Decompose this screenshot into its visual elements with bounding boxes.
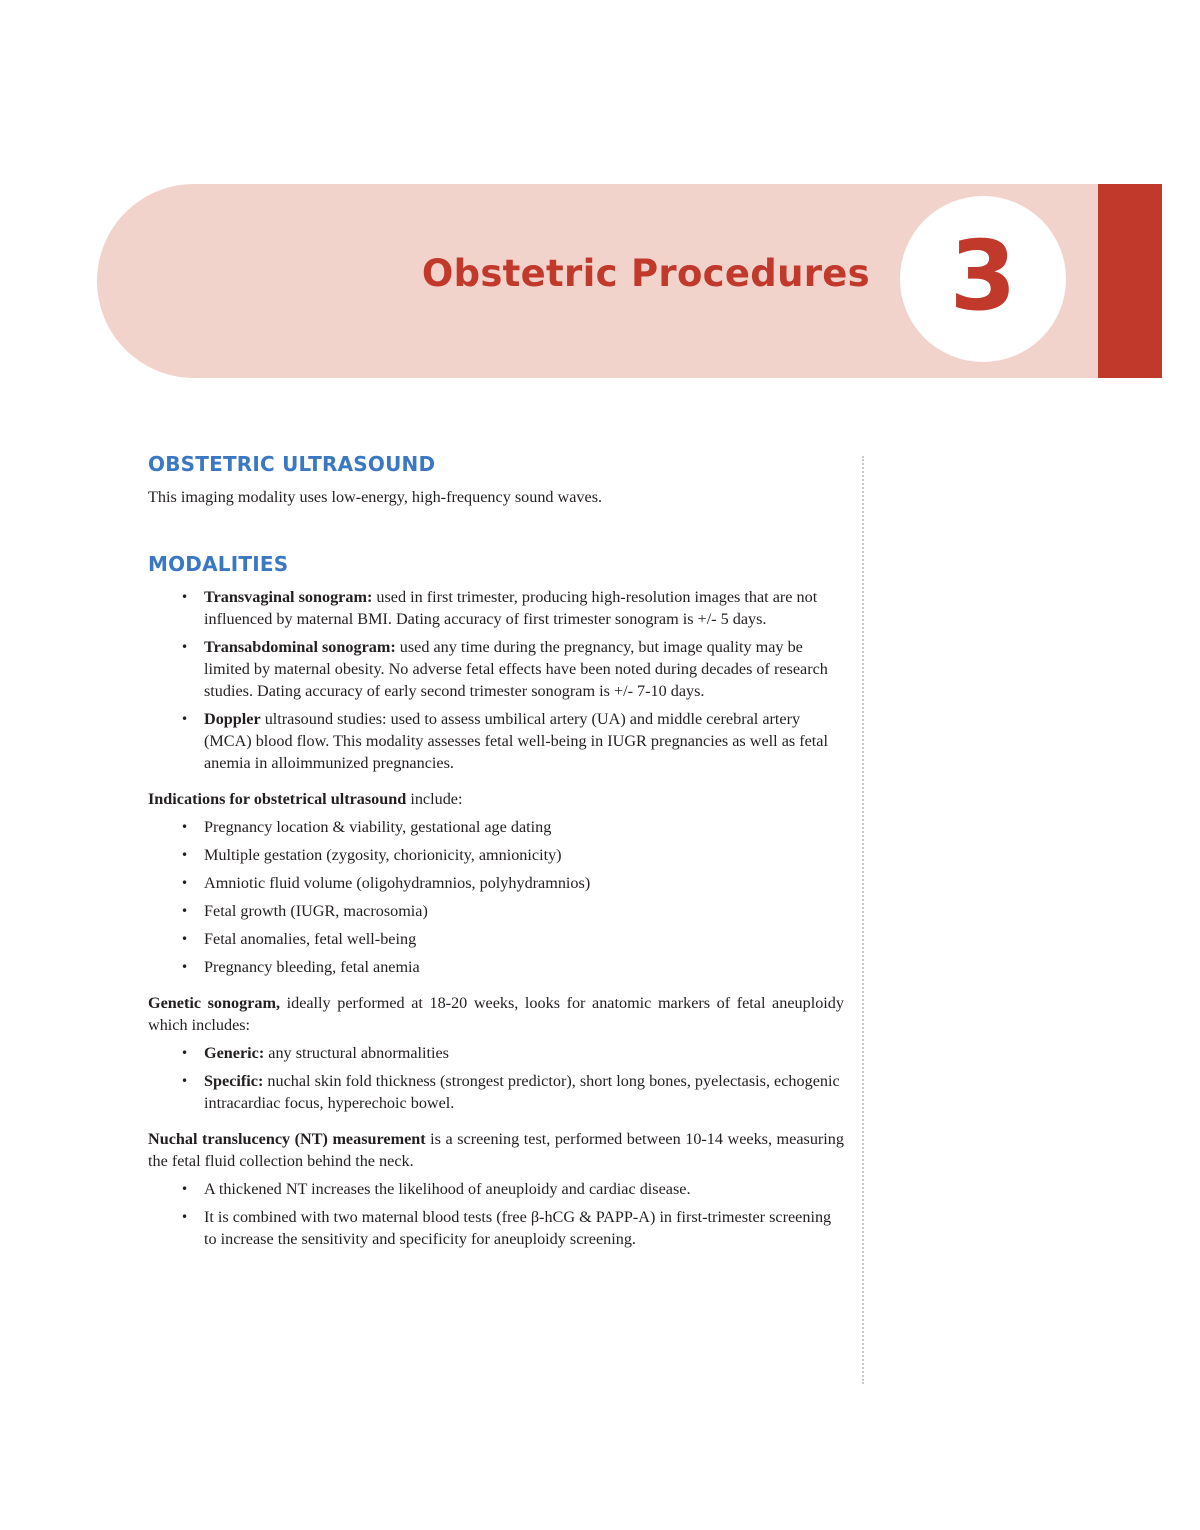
item-text: Multiple gestation (zygosity, chorionicity, amnionicity) xyxy=(204,846,562,864)
item-text: It is combined with two maternal blood tests (free β-hCG & PAPP-A) in first-trimester screening to increase the sensitivity and specificity for aneuploidy screening. xyxy=(204,1208,832,1248)
list-item xyxy=(148,708,844,774)
bullet-icon: • xyxy=(181,904,189,918)
modalities-section xyxy=(148,552,844,1250)
item-text: Amniotic fluid volume (oligohydramnios, polyhydramnios) xyxy=(204,874,591,892)
chapter-title: Obstetric Procedures xyxy=(421,252,870,295)
obstetric-ultrasound-section xyxy=(148,452,844,508)
item-text: Fetal growth (IUGR, macrosomia) xyxy=(204,902,428,920)
bullet-icon: • xyxy=(181,876,189,890)
chapter-tab xyxy=(1098,184,1162,378)
nuchal-list xyxy=(148,1178,844,1250)
bullet-icon: • xyxy=(181,1210,189,1224)
bullet-icon: • xyxy=(181,1182,189,1196)
list-item xyxy=(148,1042,844,1064)
lead-text: is a screening test, performed between 10-14 weeks, measuring the fetal fluid collection behind the neck. xyxy=(148,1130,844,1170)
item-term: Specific: xyxy=(204,1072,264,1090)
item-term: Generic: xyxy=(204,1044,265,1062)
lead-text: include: xyxy=(410,790,463,808)
lead-term: Indications for obstetrical ultrasound xyxy=(148,790,411,808)
list-item xyxy=(148,586,844,630)
list-item xyxy=(148,1178,844,1200)
bullet-icon: • xyxy=(181,932,189,946)
lead-term: Nuchal translucency (NT) measurement xyxy=(148,1130,426,1148)
list-item xyxy=(148,1206,844,1250)
nuchal-lead xyxy=(148,1128,844,1172)
chapter-number-badge xyxy=(900,196,1066,362)
margin-divider xyxy=(862,456,864,1384)
bullet-icon: • xyxy=(181,848,189,862)
modalities-list xyxy=(148,586,844,774)
list-item xyxy=(148,636,844,702)
list-item xyxy=(148,928,844,950)
section-heading: MODALITIES xyxy=(148,552,289,576)
item-term: Doppler xyxy=(204,710,261,728)
bullet-icon: • xyxy=(181,1046,189,1060)
section-heading: OBSTETRIC ULTRASOUND xyxy=(148,452,436,476)
bullet-icon: • xyxy=(181,590,189,604)
bullet-icon: • xyxy=(181,640,189,654)
item-text: Pregnancy location & viability, gestational age dating xyxy=(204,818,552,836)
item-text: ultrasound studies: used to assess umbilical artery (UA) and middle cerebral artery (MCA) blood flow. This modality assesses fetal well-being in IUGR pregnancies as well as fetal anemia in alloimmunized pregnancies. xyxy=(204,710,828,772)
list-item xyxy=(148,844,844,866)
indications-list xyxy=(148,816,844,978)
bullet-icon: • xyxy=(181,960,189,974)
bullet-icon: • xyxy=(181,820,189,834)
lead-term: Genetic sonogram, xyxy=(148,994,281,1012)
list-item xyxy=(148,872,844,894)
list-item xyxy=(148,816,844,838)
item-text: used any time during the pregnancy, but image quality may be limited by maternal obesity. No adverse fetal effects have been noted during decades of research studies. Dating accuracy of early second trimester sonogram is +/- 7-10 days. xyxy=(204,638,828,700)
item-text: nuchal skin fold thickness (strongest predictor), short long bones, pyelectasis, echogenic intracardiac focus, hyperechoic bowel. xyxy=(204,1072,840,1112)
genetic-lead xyxy=(148,992,844,1036)
chapter-number: 3 xyxy=(949,220,1017,332)
list-item xyxy=(148,900,844,922)
section-intro: This imaging modality uses low-energy, high-frequency sound waves. xyxy=(148,488,603,506)
indications-lead xyxy=(148,788,844,810)
item-text: Pregnancy bleeding, fetal anemia xyxy=(204,958,420,976)
item-text: Fetal anomalies, fetal well-being xyxy=(204,930,417,948)
list-item xyxy=(148,956,844,978)
bullet-icon: • xyxy=(181,1074,189,1088)
page-content xyxy=(148,452,844,1256)
lead-text: ideally performed at 18-20 weeks, looks for anatomic markers of fetal aneuploidy which includes: xyxy=(148,994,844,1034)
bullet-icon: • xyxy=(181,712,189,726)
item-text: A thickened NT increases the likelihood of aneuploidy and cardiac disease. xyxy=(204,1180,691,1198)
item-text: used in first trimester, producing high-resolution images that are not influenced by maternal BMI. Dating accuracy of first trimester sonogram is +/- 5 days. xyxy=(204,588,818,628)
item-term: Transabdominal sonogram: xyxy=(204,638,396,656)
list-item xyxy=(148,1070,844,1114)
item-term: Transvaginal sonogram: xyxy=(204,588,373,606)
genetic-list xyxy=(148,1042,844,1114)
item-text: any structural abnormalities xyxy=(264,1044,449,1062)
